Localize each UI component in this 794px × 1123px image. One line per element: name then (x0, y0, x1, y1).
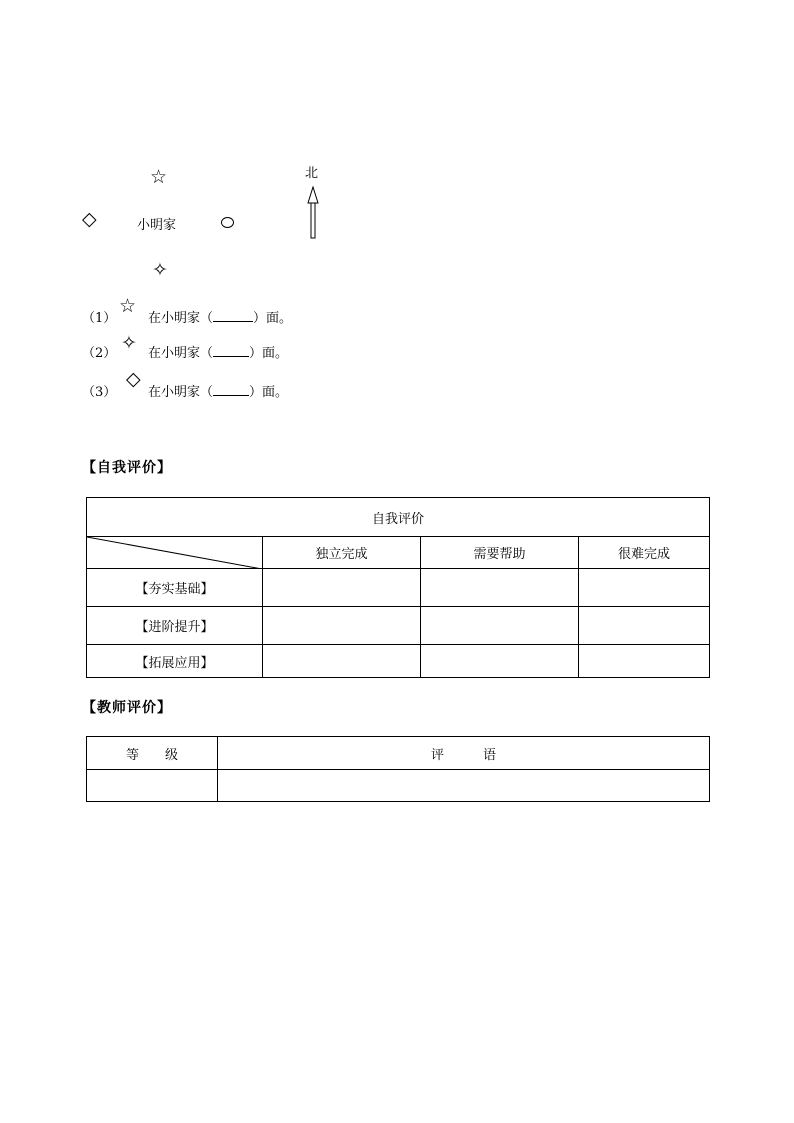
eval-cell[interactable] (579, 645, 710, 678)
eval-cell[interactable] (263, 645, 421, 678)
question-text: 在小明家（ (148, 311, 214, 326)
col-header-need-help: 需要帮助 (421, 537, 579, 569)
answer-blank[interactable] (213, 344, 249, 357)
teacher-eval-title: 【教师评价】 (82, 700, 172, 716)
self-eval-title: 【自我评价】 (82, 460, 172, 476)
self-eval-table-title: 自我评价 (87, 498, 710, 537)
star-outline-icon: ☆ (119, 295, 137, 317)
question-text-end: ）面。 (253, 311, 293, 326)
diamond-outline-icon: ◇ (126, 368, 141, 390)
eval-cell[interactable] (263, 607, 421, 645)
diagonal-header-cell (87, 537, 263, 569)
four-point-star-icon: ✧ (121, 332, 137, 354)
circle-icon (221, 217, 234, 228)
comment-cell[interactable] (218, 770, 710, 802)
question-text-end: ）面。 (249, 385, 289, 400)
eval-cell[interactable] (421, 569, 579, 607)
diamond-icon: ◇ (82, 208, 97, 230)
col-header-difficult: 很难完成 (579, 537, 710, 569)
question-number: （3） (82, 385, 117, 400)
col-header-comment: 评 语 (218, 737, 710, 770)
eval-cell[interactable] (421, 645, 579, 678)
home-label: 小明家 (137, 218, 177, 233)
eval-cell[interactable] (263, 569, 421, 607)
row-label-basic: 【夯实基础】 (87, 569, 263, 607)
row-label-advanced: 【进阶提升】 (87, 607, 263, 645)
question-text: 在小明家（ (148, 385, 214, 400)
grade-cell[interactable] (87, 770, 218, 802)
diagonal-line (87, 537, 262, 569)
answer-blank[interactable] (213, 383, 249, 396)
row-label-extended: 【拓展应用】 (87, 645, 263, 678)
question-text: 在小明家（ (148, 346, 214, 361)
north-label: 北 (305, 166, 319, 181)
col-header-grade: 等 级 (87, 737, 218, 770)
north-star-icon: ☆ (150, 166, 168, 188)
answer-blank[interactable] (213, 309, 253, 322)
eval-cell[interactable] (579, 607, 710, 645)
question-text-end: ）面。 (249, 346, 289, 361)
four-point-star-icon: ✧ (152, 259, 168, 281)
north-arrow-icon (306, 186, 320, 240)
eval-cell[interactable] (421, 607, 579, 645)
col-header-independent: 独立完成 (263, 537, 421, 569)
question-number: （2） (82, 346, 117, 361)
eval-cell[interactable] (579, 569, 710, 607)
question-number: （1） (82, 311, 117, 326)
self-eval-table (86, 497, 710, 678)
teacher-eval-table (86, 736, 710, 802)
